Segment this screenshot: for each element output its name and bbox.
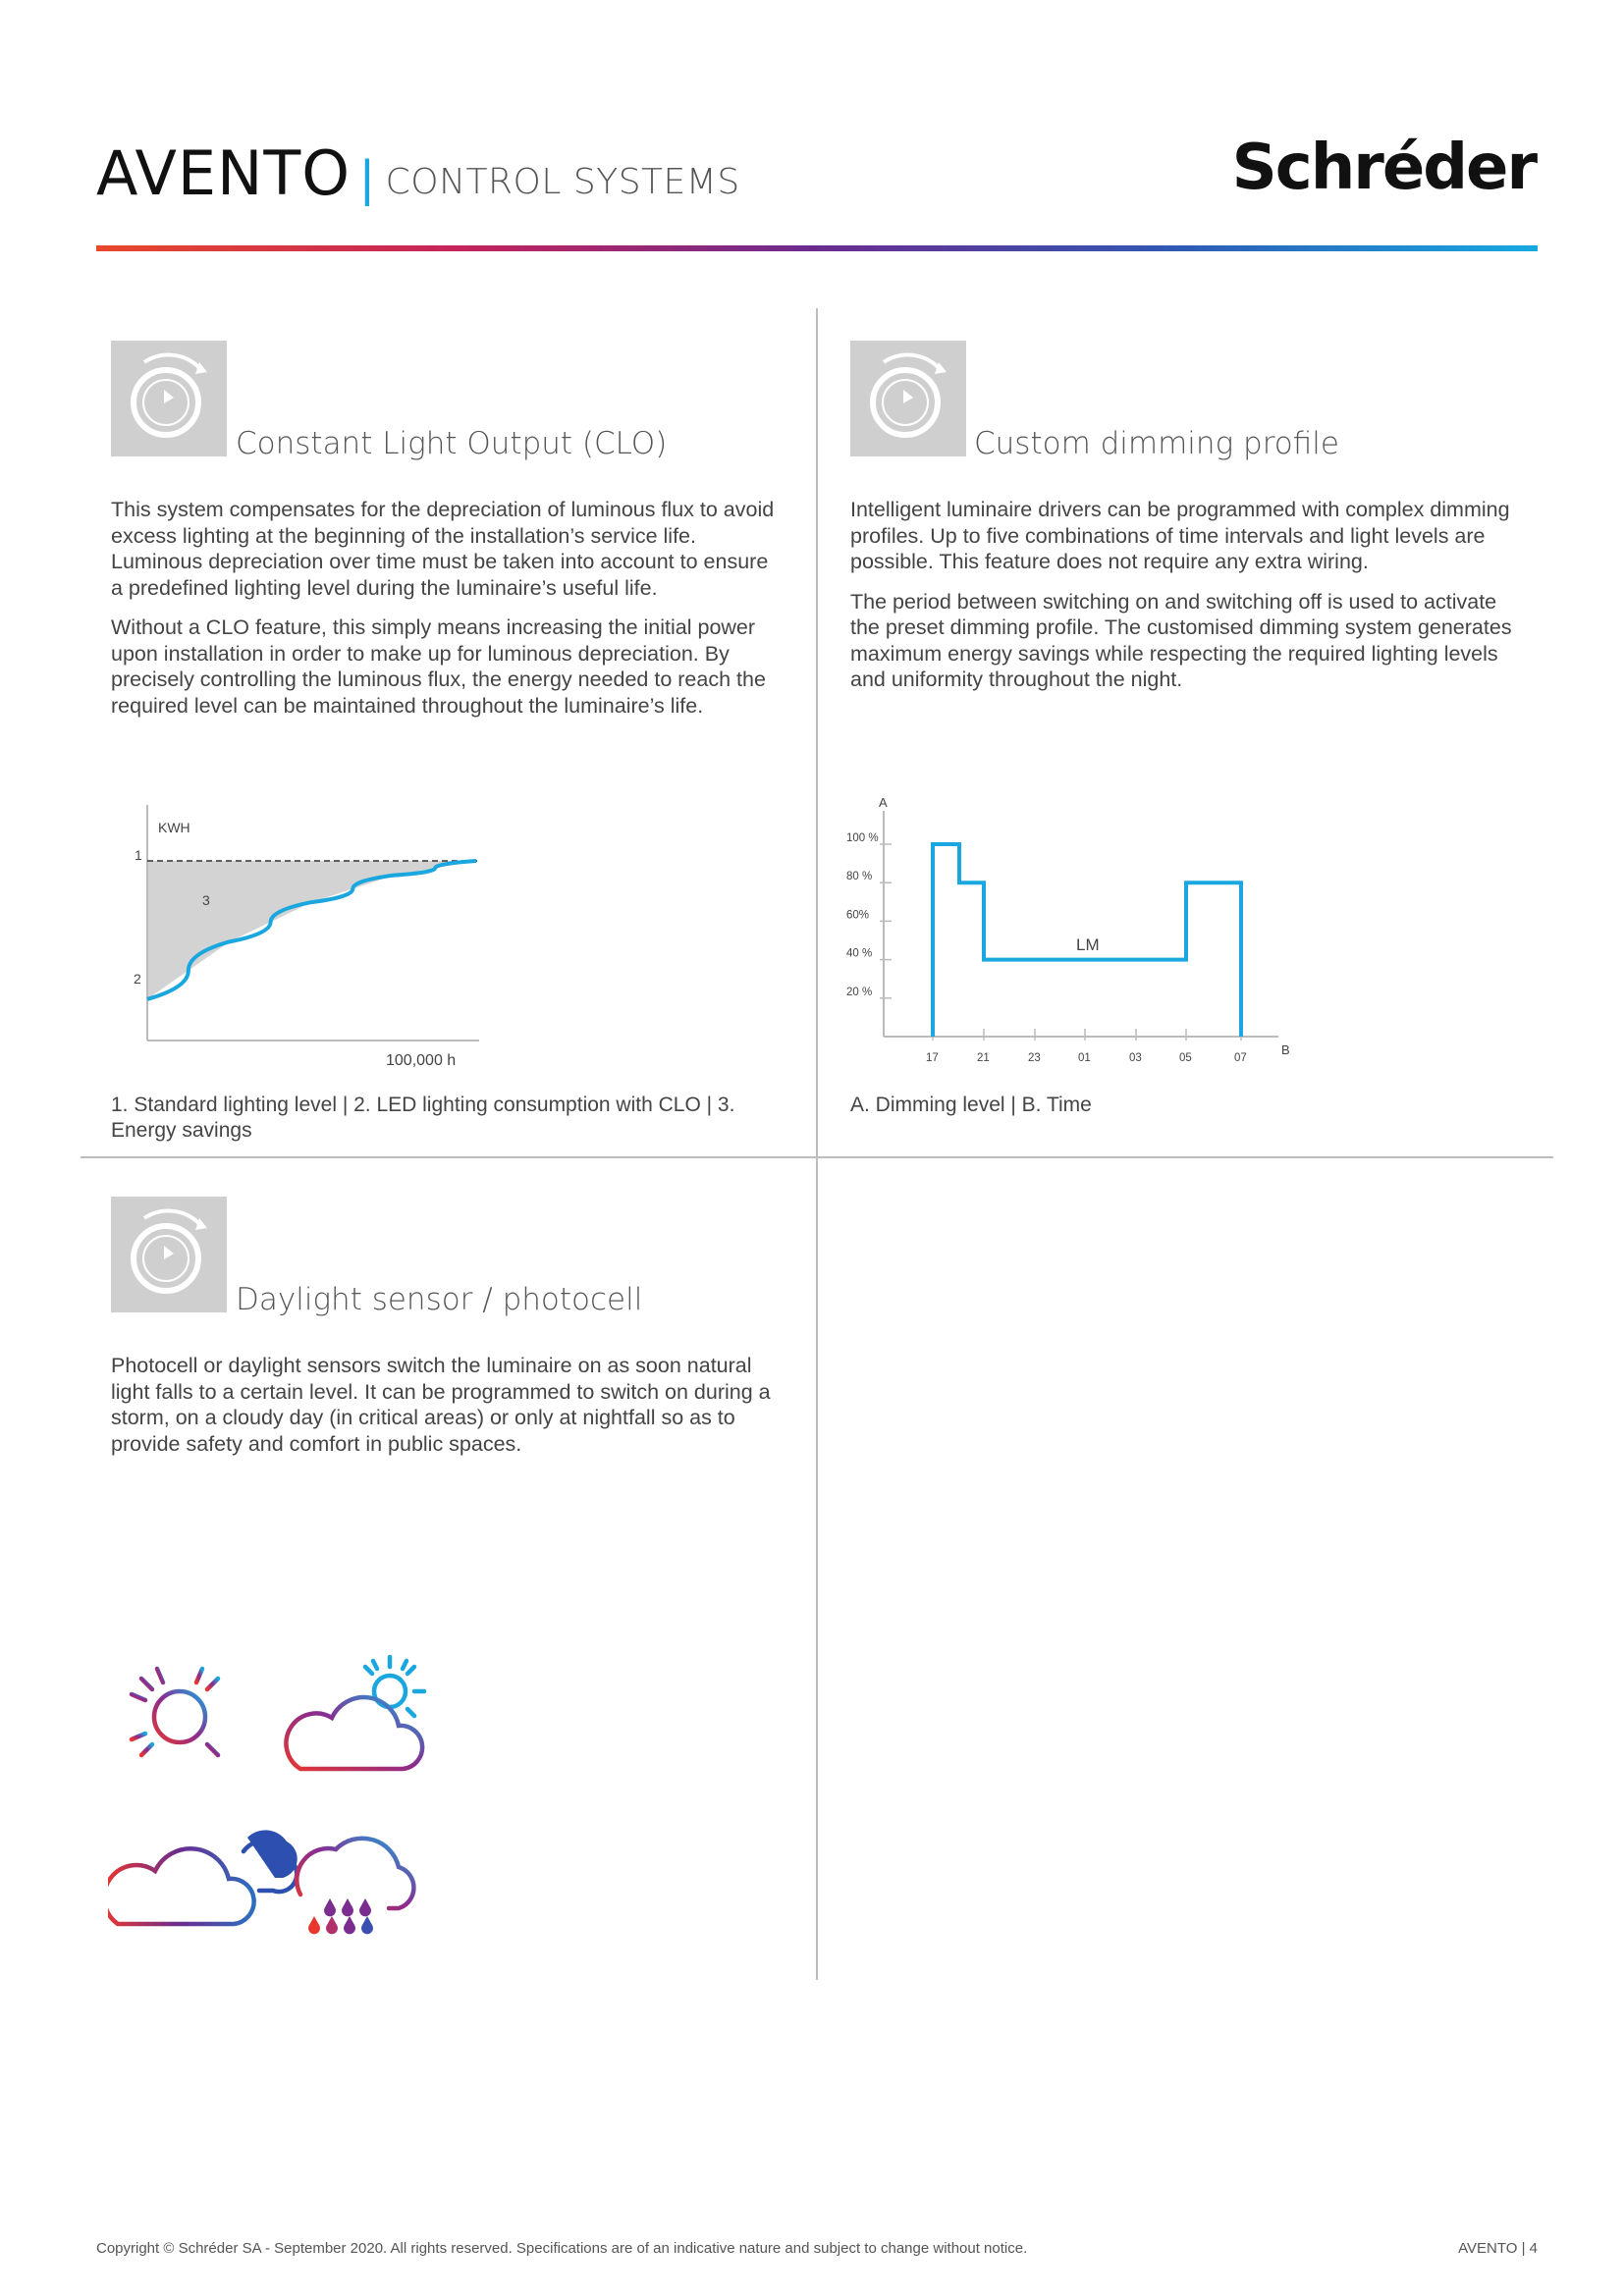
custom-dimming-caption: A. Dimming level | B. Time <box>850 1094 1092 1116</box>
dimmer-dial-icon <box>850 341 966 456</box>
x-axis-label: B <box>1281 1042 1290 1057</box>
daylight-title: Daylight sensor / photocell <box>236 1282 643 1317</box>
y-tick-label: 80 % <box>846 871 873 883</box>
y-tick-label: 60% <box>846 909 870 922</box>
clo-title: Constant Light Output (CLO) <box>236 426 668 461</box>
sun-icon <box>126 1663 234 1771</box>
dimmer-dial-icon <box>111 1197 227 1312</box>
label-standard-level: 1 <box>135 847 142 863</box>
x-tick-label: 01 <box>1078 1052 1091 1064</box>
footer-page-number: AVENTO | 4 <box>1458 2240 1538 2257</box>
y-tick-label: 20 % <box>846 986 873 998</box>
daylight-body <box>111 1353 779 1470</box>
cloudy-icon <box>108 1830 298 1924</box>
x-tick-label: 21 <box>977 1052 990 1064</box>
header-separator: | <box>360 150 374 207</box>
custom-dimming-title: Custom dimming profile <box>974 426 1339 461</box>
y-axis-label: KWH <box>158 820 190 835</box>
x-tick-label: 03 <box>1129 1052 1142 1064</box>
column-divider <box>816 308 818 1980</box>
label-energy-savings: 3 <box>202 892 210 908</box>
dimmer-dial-icon <box>111 341 227 456</box>
row-divider <box>81 1156 1553 1158</box>
clo-chart <box>111 805 523 1070</box>
y-tick-label: 100 % <box>846 832 879 844</box>
partly-cloudy-icon <box>286 1657 424 1769</box>
dimming-profile-chart <box>846 795 1308 1080</box>
x-axis-value-label: 100,000 h <box>386 1052 457 1069</box>
document-header <box>96 126 740 209</box>
custom-paragraph-1: Intelligent luminaire drivers can be programmed with complex dimming profiles. Up to five combinations of time intervals and light levels are possible. This feature does not require any extra wiring. <box>850 498 1510 573</box>
header-gradient-rule <box>96 245 1538 251</box>
section-title: CONTROL SYSTEMS <box>385 162 740 202</box>
energy-savings-area <box>147 861 476 999</box>
clo-paragraph-2: Without a CLO feature, this simply means increasing the initial power upon installation in order to make up for luminous depreciation. By precisely controlling the luminous flux, the energy needed to reach the required level can be maintained throughout the luminaire’s life. <box>111 615 766 718</box>
profile-annotation: LM <box>1076 935 1100 954</box>
custom-dimming-body <box>850 497 1518 707</box>
label-led-consumption: 2 <box>134 971 141 987</box>
x-tick-label: 23 <box>1028 1052 1041 1064</box>
brand-logo: Schréder <box>1231 132 1536 204</box>
weather-icons <box>108 1649 452 1944</box>
x-tick-label: 05 <box>1179 1052 1192 1064</box>
custom-paragraph-2: The period between switching on and switching off is used to activate the preset dimming profile. The customised dimming system generates maximum energy savings while respecting the required lighting levels and uniformity throughout the night. <box>850 589 1512 691</box>
x-tick-label: 17 <box>926 1052 939 1064</box>
clo-caption: 1. Standard lighting level | 2. LED lighting consumption with CLO | 3. Energy savings <box>111 1094 735 1142</box>
rain-icon <box>297 1839 413 1935</box>
clo-paragraph-1: This system compensates for the depreciation of luminous flux to avoid excess lighting at the beginning of the installation’s service life. Luminous depreciation over time must be taken into account to ensure a predefined lighting level during the luminaire’s useful life. <box>111 498 775 600</box>
clo-body <box>111 497 779 732</box>
x-tick-label: 07 <box>1234 1052 1247 1064</box>
daylight-paragraph-1: Photocell or daylight sensors switch the luminaire on as soon natural light falls to a certain level. It can be programmed to switch on during a storm, on a cloudy day (in critical areas) or only at nightfall so as to provide safety and comfort in public spaces. <box>111 1354 771 1456</box>
y-tick-label: 40 % <box>846 947 873 960</box>
footer-copyright: Copyright © Schréder SA - September 2020. All rights reserved. Specifications are of an indicative nature and subject to change without notice. <box>96 2240 1028 2257</box>
y-axis-label: A <box>879 795 888 810</box>
product-name: AVENTO <box>96 137 352 209</box>
